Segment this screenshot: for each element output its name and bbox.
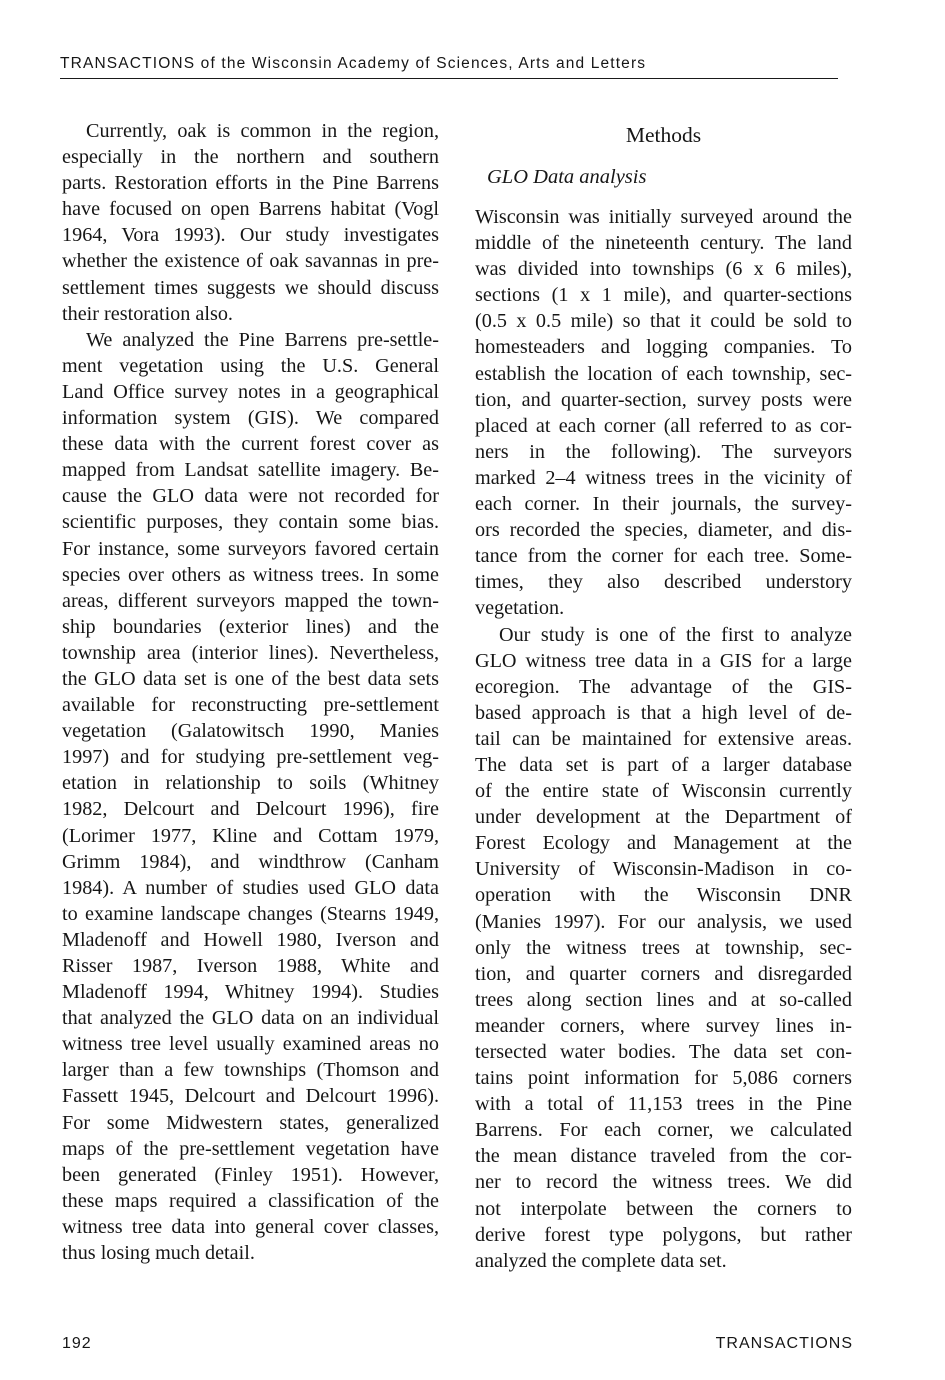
text-line: witness tree level usually examined areas no bbox=[62, 1033, 439, 1056]
text-line: especially in the northern and southern bbox=[62, 146, 439, 169]
text-line: sections (1 x 1 mile), and quarter-sections bbox=[475, 284, 852, 307]
text-line: Risser 1987, Iverson 1988, White and bbox=[62, 955, 439, 977]
text-line: information system (GIS). We compared bbox=[62, 407, 439, 430]
text-line: marked 2–4 witness trees in the vicinity of bbox=[475, 466, 852, 489]
text-line: each corner. In their journals, the survey- bbox=[475, 493, 852, 516]
text-line: Land Office survey notes in a geographical bbox=[62, 380, 439, 403]
text-line: witness tree data into general cover classes, bbox=[62, 1215, 439, 1238]
text-line: scientific purposes, they contain some bias. bbox=[62, 511, 439, 534]
text-line: University of Wisconsin-Madison in co- bbox=[475, 858, 852, 881]
text-line: meander corners, where survey lines in- bbox=[475, 1014, 852, 1037]
text-line: Our study is one of the first to analyze bbox=[499, 623, 852, 646]
text-line: areas, different surveyors mapped the town- bbox=[62, 589, 439, 612]
text-line: analyzed the complete data set. bbox=[475, 1249, 727, 1272]
text-line: Currently, oak is common in the region, bbox=[86, 120, 439, 142]
text-line: Fassett 1945, Delcourt and Delcourt 1996). bbox=[62, 1085, 439, 1108]
text-line: been generated (Finley 1951). However, bbox=[62, 1163, 439, 1186]
left-column bbox=[62, 118, 439, 1266]
text-line: whether the existence of oak savannas in pre- bbox=[62, 250, 439, 273]
text-line: ment vegetation using the U.S. General bbox=[62, 354, 439, 377]
text-line: homesteaders and logging companies. To bbox=[475, 336, 852, 359]
text-line: vegetation (Galatowitsch 1990, Manies bbox=[62, 720, 439, 743]
text-line: ner to record the witness trees. We did bbox=[475, 1171, 852, 1194]
text-line: establish the location of each township, sec- bbox=[475, 362, 852, 385]
text-line: of the entire state of Wisconsin currently bbox=[475, 780, 852, 803]
text-line: larger than a few townships (Thomson and bbox=[62, 1059, 439, 1082]
text-line: tion, and quarter-section, survey posts were bbox=[475, 388, 852, 411]
section-title: Methods bbox=[625, 123, 702, 147]
text-line: that analyzed the GLO data on an individual bbox=[62, 1007, 439, 1030]
text-line: parts. Restoration efforts in the Pine Barrens bbox=[62, 172, 439, 195]
text-line: ors recorded the species, diameter, and dis- bbox=[475, 519, 852, 542]
text-line: tail can be maintained for extensive areas. bbox=[475, 727, 852, 750]
text-line: 1982, Delcourt and Delcourt 1996), fire bbox=[62, 798, 439, 821]
text-line: their restoration also. bbox=[62, 302, 233, 325]
text-line: tion, and quarter corners and disregarded bbox=[475, 962, 852, 985]
text-line: The data set is part of a larger database bbox=[475, 753, 852, 776]
right-column bbox=[475, 118, 852, 1274]
text-line: mapped from Landsat satellite imagery. Be- bbox=[62, 459, 439, 482]
text-line: (Lorimer 1977, Kline and Cottam 1979, bbox=[62, 824, 439, 847]
text-line: etation in relationship to soils (Whitney bbox=[62, 772, 439, 795]
text-line: ship boundaries (exterior lines) and the bbox=[62, 615, 439, 638]
page-number: 192 bbox=[62, 1335, 92, 1352]
text-line: 1984). A number of studies used GLO data bbox=[62, 876, 439, 899]
text-line: placed at each corner (all referred to as cor- bbox=[475, 414, 852, 437]
running-head: TRANSACTIONS of the Wisconsin Academy of Sciences, Arts and Letters bbox=[60, 55, 647, 72]
text-line: operation with the Wisconsin DNR bbox=[475, 884, 852, 907]
paragraph bbox=[62, 118, 439, 327]
text-line: available for reconstructing pre-settlement bbox=[62, 694, 439, 717]
text-line: trees along section lines and at so-called bbox=[475, 988, 852, 1011]
text-line: Barrens. For each corner, we calculated bbox=[475, 1119, 852, 1142]
text-line: was divided into townships (6 x 6 miles), bbox=[475, 258, 852, 281]
text-line: the GLO data set is one of the best data sets bbox=[62, 667, 439, 690]
footer-journal-name: TRANSACTIONS bbox=[715, 1335, 853, 1352]
text-line: times, they also described understory bbox=[475, 571, 852, 594]
text-line: vegetation. bbox=[475, 597, 565, 620]
text-line: Grimm 1984), and windthrow (Canham bbox=[62, 850, 439, 873]
text-line: township area (interior lines). Nevertheless, bbox=[62, 641, 439, 664]
text-line: Forest Ecology and Management at the bbox=[475, 832, 852, 855]
text-line: based approach is that a high level of de- bbox=[475, 701, 852, 724]
text-line: For some Midwestern states, generalized bbox=[62, 1111, 439, 1134]
header-rule bbox=[60, 78, 838, 79]
text-line: settlement times suggests we should discuss bbox=[62, 276, 439, 299]
text-line: the mean distance traveled from the cor- bbox=[475, 1145, 852, 1168]
text-line: Mladenoff and Howell 1980, Iverson and bbox=[62, 928, 439, 951]
text-line: GLO witness tree data in a GIS for a large bbox=[475, 649, 852, 672]
paragraph bbox=[475, 204, 852, 622]
text-line: these data with the current forest cover as bbox=[62, 433, 439, 456]
text-line: We analyzed the Pine Barrens pre-settle- bbox=[86, 328, 439, 351]
text-line: have focused on open Barrens habitat (Vogl bbox=[62, 198, 439, 221]
text-line: to examine landscape changes (Stearns 1949, bbox=[62, 902, 439, 925]
text-line: species over others as witness trees. In some bbox=[62, 563, 439, 586]
text-line: ners in the following). The surveyors bbox=[475, 440, 852, 463]
text-line: 1964, Vora 1993). Our study investigates bbox=[62, 224, 439, 247]
text-line: under development at the Department of bbox=[475, 806, 852, 829]
text-line: tance from the corner for each tree. Some- bbox=[475, 545, 852, 568]
text-line: For instance, some surveyors favored certain bbox=[62, 537, 439, 560]
text-line: with a total of 11,153 trees in the Pine bbox=[475, 1093, 852, 1116]
paragraph bbox=[475, 622, 852, 1274]
text-line: cause the GLO data were not recorded for bbox=[62, 485, 439, 508]
right-column-body bbox=[475, 204, 852, 1274]
text-line: these maps required a classification of the bbox=[62, 1189, 439, 1212]
text-line: maps of the pre-settlement vegetation have bbox=[62, 1137, 439, 1160]
text-line: 1997) and for studying pre-settlement veg- bbox=[62, 746, 439, 769]
text-line: tains point information for 5,086 corners bbox=[475, 1067, 852, 1090]
text-line: Wisconsin was initially surveyed around the bbox=[475, 206, 852, 228]
text-line: Mladenoff 1994, Whitney 1994). Studies bbox=[62, 981, 439, 1004]
text-line: thus losing much detail. bbox=[62, 1242, 255, 1265]
text-line: (0.5 x 0.5 mile) so that it could be sold to bbox=[475, 310, 852, 333]
text-line: (Manies 1997). For our analysis, we used bbox=[475, 910, 852, 933]
text-line: only the witness trees at township, sec- bbox=[475, 936, 852, 959]
text-line: derive forest type polygons, but rather bbox=[475, 1223, 852, 1246]
text-line: not interpolate between the corners to bbox=[475, 1197, 852, 1220]
paragraph bbox=[62, 327, 439, 1266]
subsection-title: GLO Data analysis bbox=[487, 166, 647, 188]
text-line: middle of the nineteenth century. The land bbox=[475, 232, 852, 255]
text-line: tersected water bodies. The data set con- bbox=[475, 1041, 852, 1063]
text-line: ecoregion. The advantage of the GIS- bbox=[475, 675, 852, 698]
